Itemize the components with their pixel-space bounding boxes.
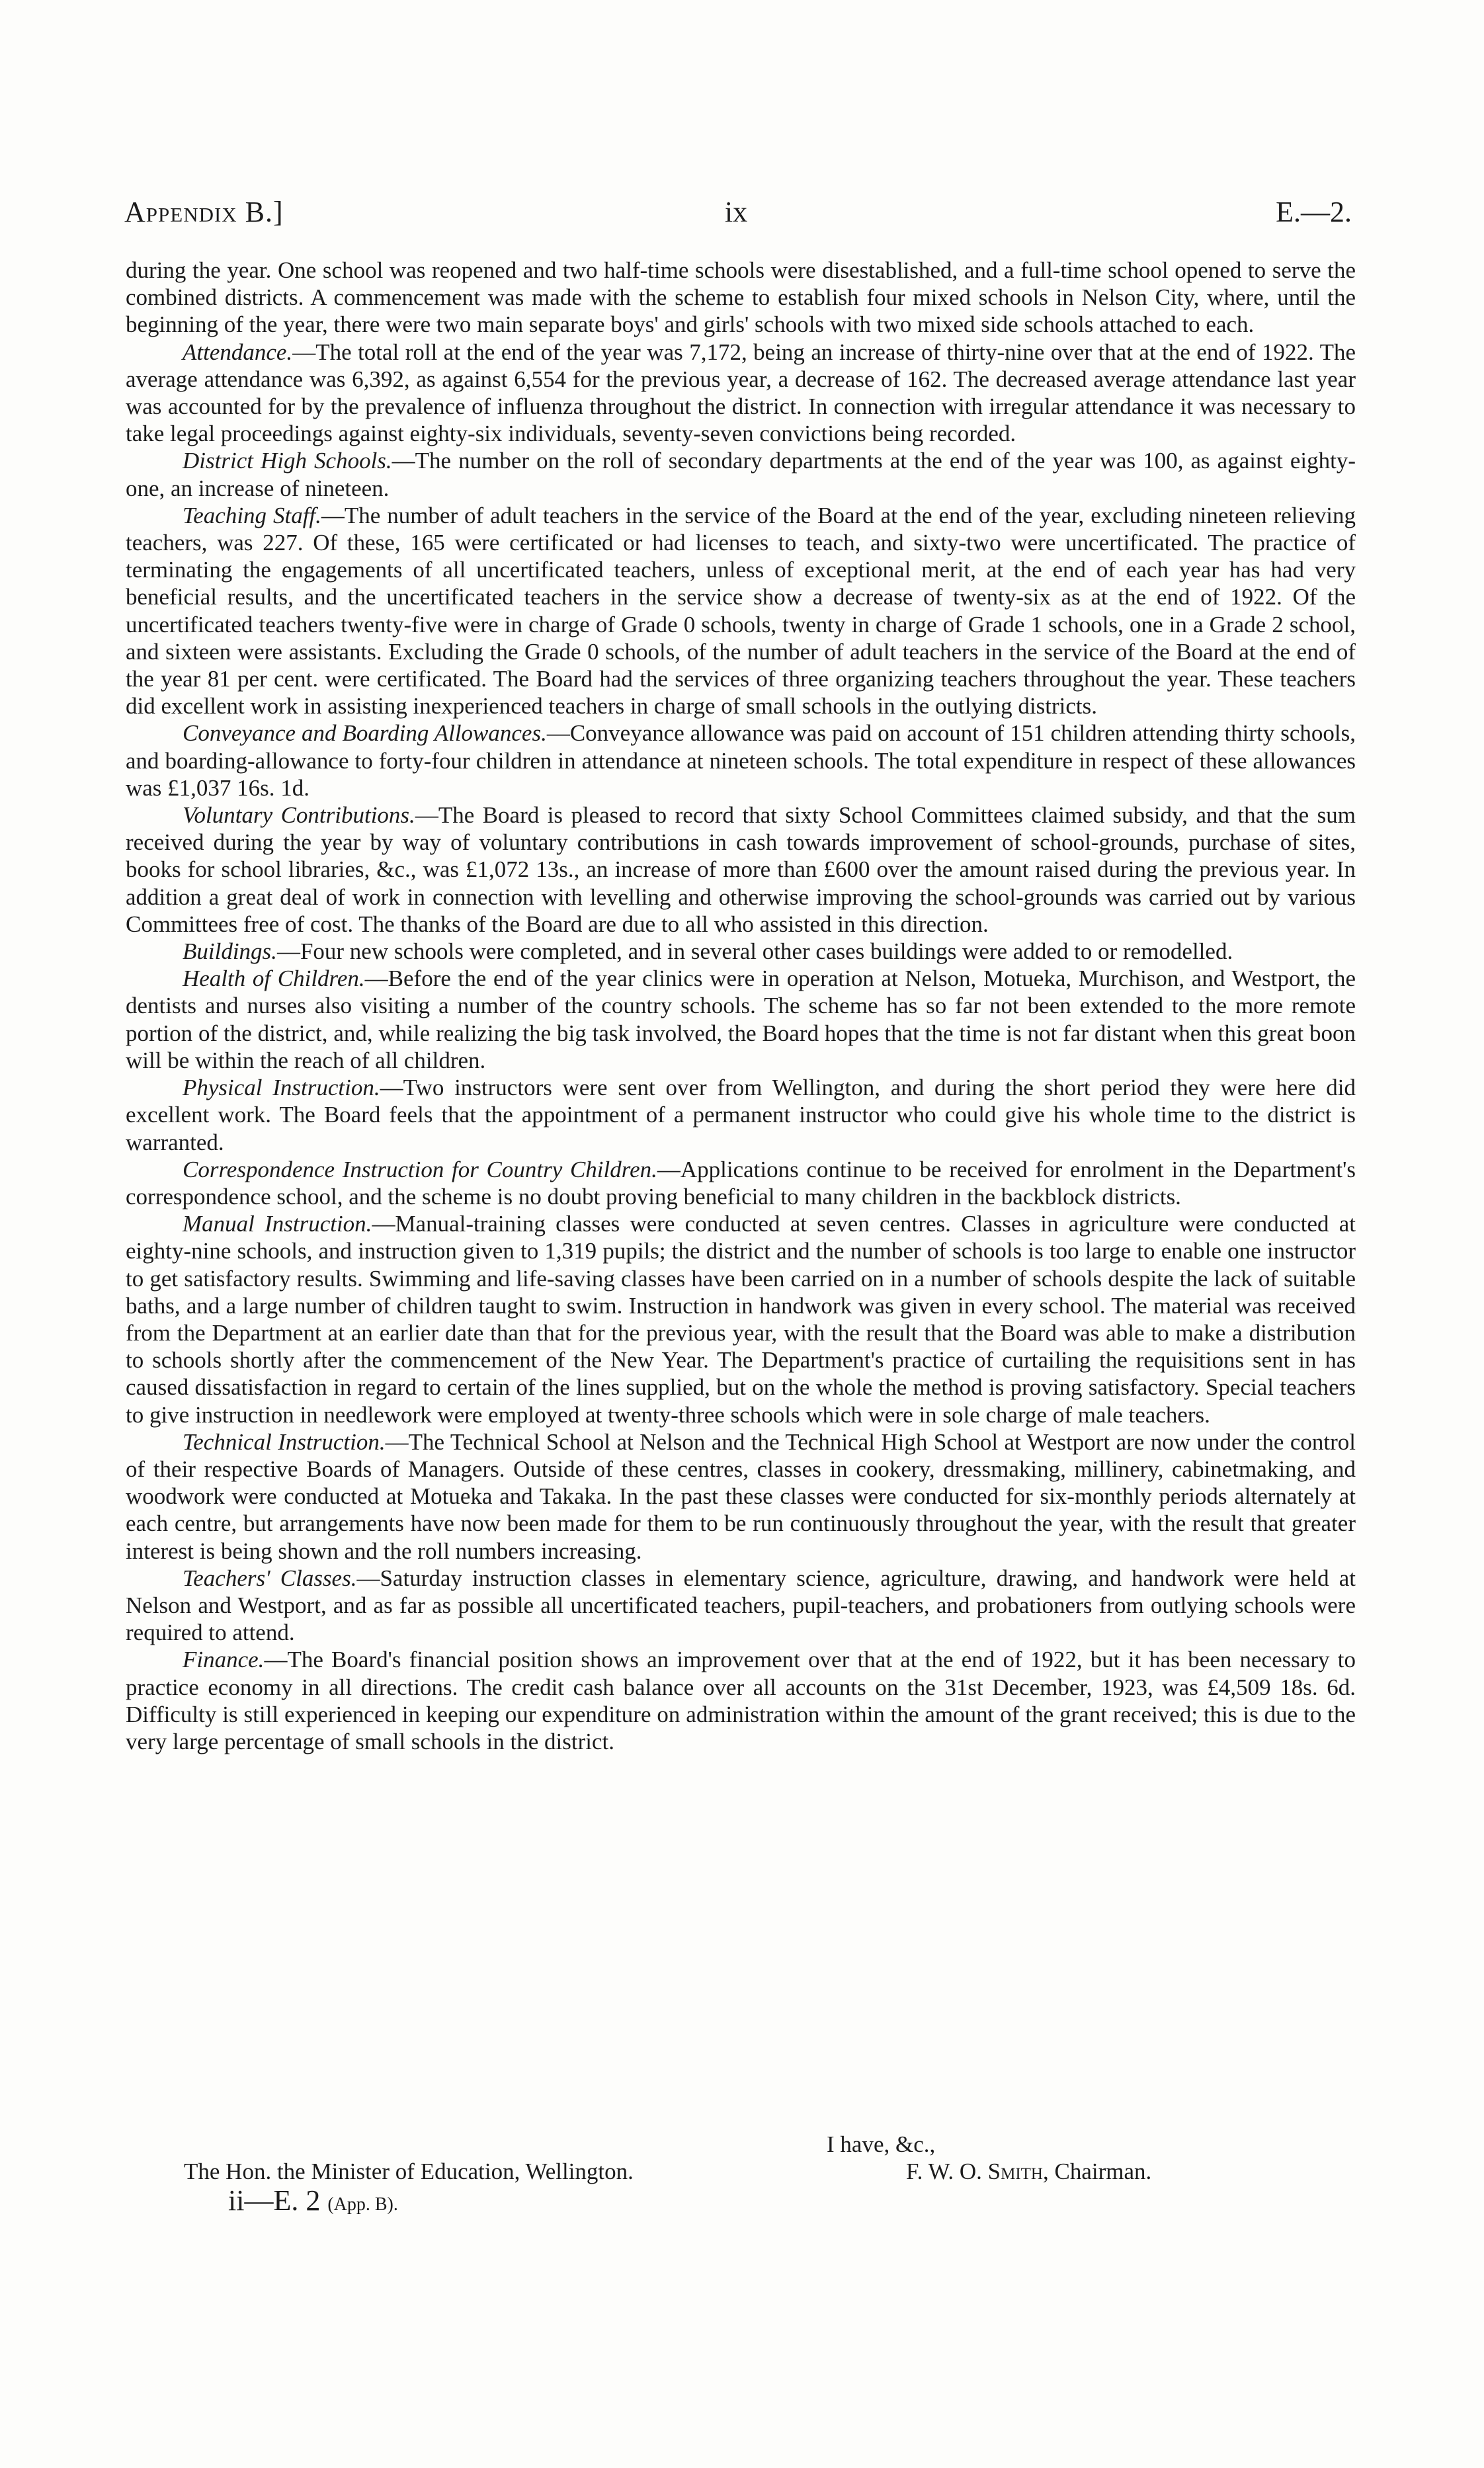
section-heading: Conveyance and Boarding Allowances. xyxy=(183,720,547,747)
paragraph-continuation: during the year. One school was reopened and two half-time schools were disestablished, and a full-time school opened to serve the combined districts. A commencement was made with the scheme to establish four mixed schools in Nelson City, where, until the beginning of the year, there were two main separate boys' and girls' schools with two mixed side schools attached to each. xyxy=(126,257,1356,338)
signatory xyxy=(906,2158,1151,2185)
paragraph-teaching-staff: Teaching Staff.—The number of adult teachers in the service of the Board at the end of the year, excluding nineteen relieving teachers, was 227. Of these, 165 were certificated or had licenses to teach, and sixty-two were uncertificated. The practice of terminating the engagements of all uncertificated teachers, unless of exceptional merit, at the end of each year has had very beneficial results, and the uncertificated teachers in the service show a decrease of twenty-six as at the end of 1922. Of the uncertificated teachers twenty-five were in charge of Grade 0 schools, twenty in charge of Grade 1 schools, one in a Grade 2 school, and sixteen were assistants. Excluding the Grade 0 schools, of the number of adult teachers in the service of the Board at the end of the year 81 per cent. were certificated. The Board had the services of three organizing teachers throughout the year. These teachers did excellent work in assisting inexperienced teachers in charge of small schools in the outlying districts. xyxy=(126,502,1356,720)
signatory-surname: Smith, xyxy=(987,2159,1049,2184)
paragraph-buildings: Buildings.—Four new schools were completed, and in several other cases buildings were added to or remodelled. xyxy=(183,938,1233,965)
addressee: The Hon. the Minister of Education, Wellington. xyxy=(184,2159,634,2184)
paragraph-correspondence-instruction: Correspondence Instruction for Country Children.—Applications continue to be received for enrolment in the Department's correspondence school, and the scheme is no doubt proving beneficial to many children in the backblock districts. xyxy=(126,1156,1356,1210)
paragraph-voluntary-contributions: Voluntary Contributions.—The Board is pleased to record that sixty School Committees claimed subsidy, and that the sum received during the year by way of voluntary contributions in cash towards improvement of school-grounds, purchase of sites, books for school libraries, &c., was £1,072 13s., an increase of more than £600 over the amount raised during the previous year. In addition a great deal of work in connection with levelling and otherwise improving the school-grounds was carried out by various Committees free of cost. The thanks of the Board are due to all who assisted in this direction. xyxy=(126,802,1356,937)
printer-signature-mark xyxy=(228,2184,398,2217)
section-heading: Teaching Staff. xyxy=(183,502,321,528)
paragraph-teachers-classes: Teachers' Classes.—Saturday instruction classes in elementary science, agriculture, drawing, and handwork were held at Nelson and Westport, and as far as possible all uncertificated teachers, pupil-teachers, and probationers from outlying schools were required to attend. xyxy=(126,1565,1356,1646)
section-heading: Manual Instruction. xyxy=(183,1211,372,1237)
header-report-code: E.—2. xyxy=(1276,196,1352,228)
section-heading: Finance. xyxy=(183,1647,265,1673)
page-header xyxy=(120,195,1352,235)
signatory-title: Chairman. xyxy=(1054,2159,1152,2184)
signature-mark: ii—E. 2 xyxy=(228,2184,321,2217)
section-heading: Correspondence Instruction for Country Children. xyxy=(183,1156,657,1182)
header-appendix: Appendix B.] xyxy=(124,196,284,228)
section-heading: Attendance. xyxy=(183,339,293,365)
section-heading: Buildings. xyxy=(183,938,277,965)
paragraph-technical-instruction: Technical Instruction.—The Technical School at Nelson and the Technical High School at Westport are now under the control of their respective Boards of Managers. Outside of these centres, classes in cookery, dressmaking, millinery, cabinetmaking, and woodwork were conducted at Motueka and Takaka. In the past these classes were conducted for six-monthly periods alternately at each centre, but arrangements have now been made for them to be run continuously throughout the year, with the result that greater interest is being shown and the roll numbers increasing. xyxy=(126,1428,1356,1564)
paragraph-finance: Finance.—The Board's financial position shows an improvement over that at the end of 1922, but it has been necessary to practice economy in all directions. The credit cash balance over all accounts on the 31st December, 1923, was £4,509 18s. 6d. Difficulty is still experienced in keeping our expenditure on administration within the amount of the grant received; this is due to the very large percentage of small schools in the district. xyxy=(126,1647,1356,1754)
section-heading: Technical Instruction. xyxy=(183,1428,386,1455)
signatory-initials: F. W. O. xyxy=(906,2159,982,2184)
appendix-note: (App. B). xyxy=(327,2194,398,2215)
paragraph-manual-instruction: Manual Instruction.—Manual-training classes were conducted at seven centres. Classes in agriculture were conducted at eighty-nine schools, and instruction given to 1,319 pupils; the district and the number of schools is too large to enable one instructor to get satisfactory results. Swimming and life-saving classes have been carried on in a number of schools despite the lack of suitable baths, and a large number of children taught to swim. Instruction in handwork was given in every school. The material was received from the Department at an earlier date than that for the previous year, with the result that the Board was able to make a distribution to schools shortly after the commencement of the New Year. The Department's practice of curtailing the requisitions sent in has caused dissatisfaction in regard to certain of the lines supplied, but on the whole the method is proving satisfactory. Special teachers to give instruction in needlework were employed at twenty-three schools which were in sole charge of male teachers. xyxy=(126,1211,1356,1428)
section-heading: Physical Instruction. xyxy=(183,1075,380,1101)
header-page-number: ix xyxy=(724,196,748,228)
report-body xyxy=(126,257,1356,1755)
paragraph-physical-instruction: Physical Instruction.—Two instructors were sent over from Wellington, and during the short period they were here did excellent work. The Board feels that the appointment of a permanent instructor who could give his whole time to the district is warranted. xyxy=(126,1075,1356,1155)
section-heading: Voluntary Contributions. xyxy=(183,802,415,829)
paragraph-district-high-schools: District High Schools.—The number on the roll of secondary departments at the end of the year was 100, as against eighty-one, an increase of nineteen. xyxy=(126,448,1356,501)
section-heading: Teachers' Classes. xyxy=(183,1565,357,1591)
signoff-block xyxy=(126,2131,1356,2185)
section-heading: Health of Children. xyxy=(183,966,365,992)
section-heading: District High Schools. xyxy=(183,448,392,474)
closing-salutation: I have, &c., xyxy=(827,2131,936,2157)
paragraph-attendance: Attendance.—The total roll at the end of the year was 7,172, being an increase of thirty-nine over that at the end of 1922. The average attendance was 6,392, as against 6,554 for the previous year, a decrease of 162. The decreased average attendance last year was accounted for by the prevalence of influenza throughout the district. In connection with irregular attendance it was necessary to take legal proceedings against eighty-six individuals, seventy-seven convictions being recorded. xyxy=(126,339,1356,447)
paragraph-health-of-children: Health of Children.—Before the end of the year clinics were in operation at Nelson, Motueka, Murchison, and Westport, the dentists and nurses also visiting a number of the country schools. The scheme has so far not been extended to the more remote portion of the district, and, while realizing the big task involved, the Board hopes that the time is not far distant when this great boon will be within the reach of all children. xyxy=(126,966,1356,1073)
paragraph-conveyance: Conveyance and Boarding Allowances.—Conveyance allowance was paid on account of 151 children attending thirty schools, and boarding-allowance to forty-four children in attendance at nineteen schools. The total expenditure in respect of these allowances was £1,037 16s. 1d. xyxy=(126,720,1356,801)
